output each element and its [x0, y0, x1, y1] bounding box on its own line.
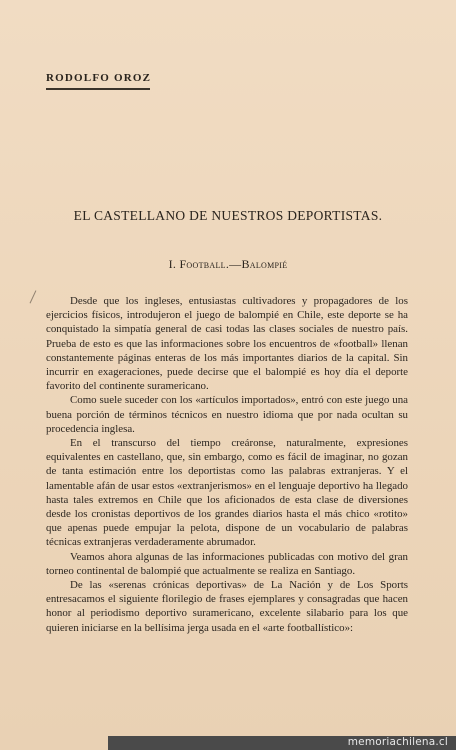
paragraph-2: Como suele suceder con los «artículos importados», entró con este juego una buena porción de términos técnicos en nuestro idioma que por nada ocultan su procedencia inglesa. [46, 394, 408, 435]
paragraph-1: Desde que los ingleses, entusiastas cultivadores y propagadores de los ejercicios físicos, introdujeron el juego de balompié en Chile, este deporte se ha conquistado la simpatía general de casi todas las clases sociales de nuestro país. Prueba de esto es que las informaciones sobre los encuentros de «football» llenan constantemente páginas enteras de los más importantes diarios de la capital. Sin incurrir en exageraciones, puede decirse que el balompié es hoy día el deporte favorito del continente suramericano. [46, 295, 408, 393]
paragraph-4: Veamos ahora algunas de las informaciones publicadas con motivo del gran torneo continental de balompié que actualmente se realiza en Santiago. [46, 550, 408, 577]
watermark-bar [108, 736, 456, 750]
section-title: I. Football.—Balompié [168, 257, 288, 271]
paragraph-3: En el transcurso del tiempo creáronse, naturalmente, expresiones equivalentes en castellano, que, sin embargo, como es fácil de imaginar, no gozan de tanta estimación entre los deportistas como las palabras extranjeras. Y el lamentable afán de usar estos «extranjerismos» en el lenguaje deportivo ha llegado hasta tales extremos en Chile que los aficionados de esta clase de diversiones desde los cronistas deportivos de los grandes diarios hasta el más chico «rotito» que apenas puede empujar la pelota, dispone de un vocabulario de palabras técnicas extranjeras verdaderamente abrumador. [46, 437, 408, 549]
article-title: EL CASTELLANO DE NUESTROS DEPORTISTAS. [73, 208, 383, 223]
watermark-text: memoriachilena.cl [347, 736, 448, 748]
margin-mark [30, 290, 46, 307]
paragraph-5: De las «serenas crónicas deportivas» de La Nación y de Los Sports entresacamos el siguiente florilegio de frases ejemplares y consagradas que hacen honor al periodismo deportivo suramericano, excelente silabario para los que quieren iniciarse en la bellísima jerga usada en el «arte footballístico»: [46, 579, 408, 634]
article-body [46, 294, 408, 635]
running-head: RODOLFO OROZ [46, 72, 152, 84]
running-head-rule [46, 88, 150, 90]
